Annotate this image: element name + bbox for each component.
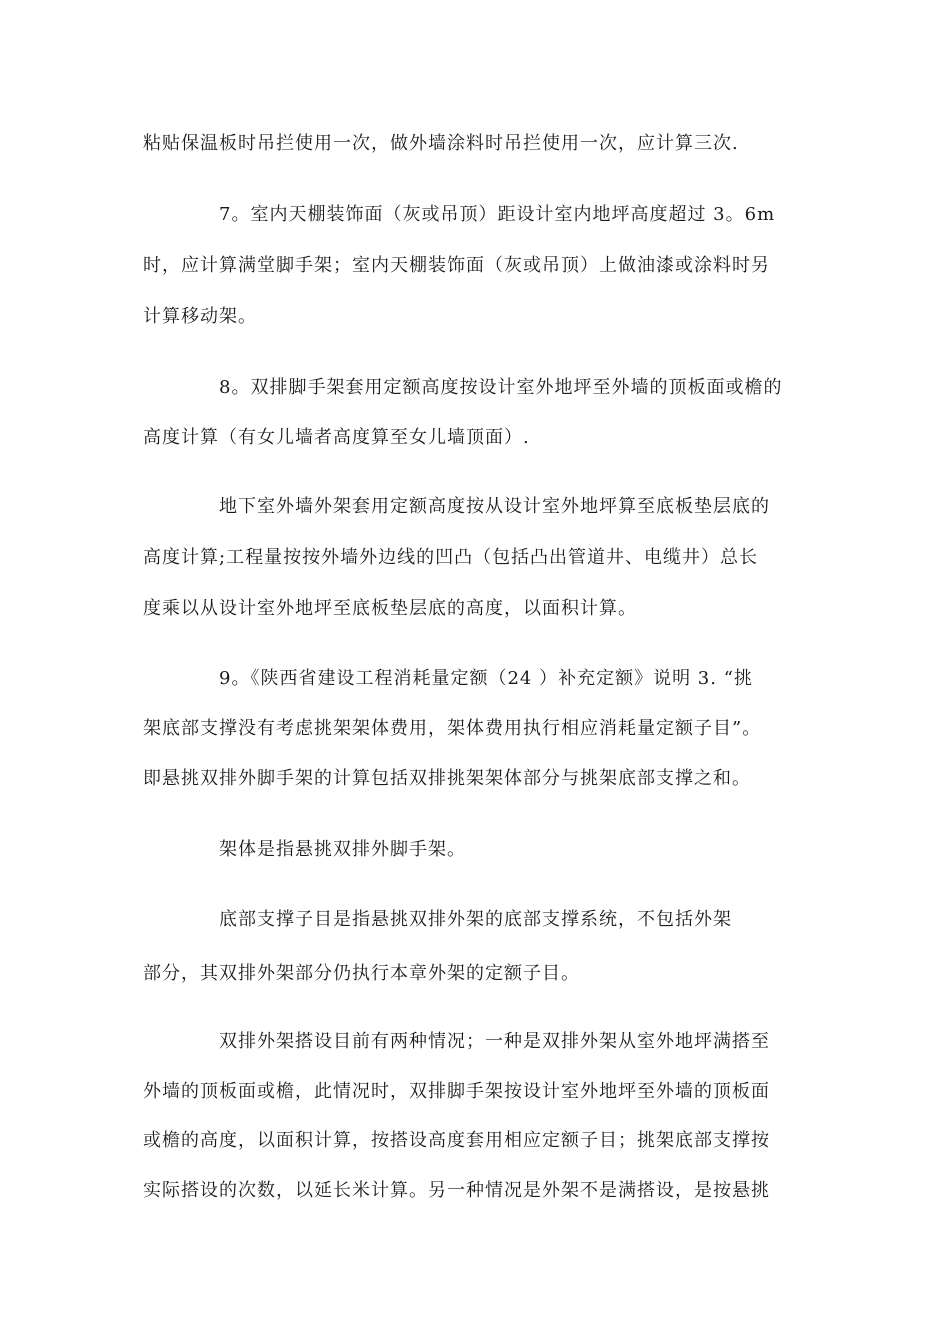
text-line: 架体是指悬挑双排外脚手架。 bbox=[219, 839, 466, 860]
text-line: 架底部支撑没有考虑挑架架体费用，架体费用执行相应消耗量定额子目”。 bbox=[143, 718, 762, 739]
text-line: 即悬挑双排外脚手架的计算包括双排挑架架体部分与挑架底部支撑之和。 bbox=[143, 768, 751, 789]
text-line: 双排外架搭设目前有两种情况；一种是双排外架从室外地坪满搭至 bbox=[219, 1031, 770, 1052]
text-line: 或檐的高度，以面积计算，按搭设高度套用相应定额子目；挑架底部支撑按 bbox=[143, 1130, 770, 1151]
text-line: 底部支撑子目是指悬挑双排外架的底部支撑系统，不包括外架 bbox=[219, 909, 732, 930]
text-line: 7。室内天棚装饰面（灰或吊顶）距设计室内地坪高度超过 3。6m bbox=[219, 204, 776, 225]
text-line: 时，应计算满堂脚手架；室内天棚装饰面（灰或吊顶）上做油漆或涂料时另 bbox=[143, 255, 770, 276]
text-line: 度乘以从设计室外地坪至底板垫层底的高度，以面积计算。 bbox=[143, 598, 637, 619]
text-line: 高度计算（有女儿墙者高度算至女儿墙顶面）. bbox=[143, 427, 530, 448]
text-line: 粘贴保温板时吊拦使用一次，做外墙涂料时吊拦使用一次，应计算三次. bbox=[143, 133, 739, 154]
text-line: 9。《陕西省建设工程消耗量定额（24 ）补充定额》说明 3. “挑 bbox=[219, 668, 753, 689]
text-line: 实际搭设的次数，以延长米计算。另一种情况是外架不是满搭设，是按悬挑 bbox=[143, 1180, 770, 1201]
text-line: 部分，其双排外架部分仍执行本章外架的定额子目。 bbox=[143, 963, 580, 984]
text-line: 外墙的顶板面或檐，此情况时，双排脚手架按设计室外地坪至外墙的顶板面 bbox=[143, 1081, 770, 1102]
text-line: 地下室外墙外架套用定额高度按从设计室外地坪算至底板垫层底的 bbox=[219, 496, 770, 517]
text-line: 8。双排脚手架套用定额高度按设计室外地坪至外墙的顶板面或檐的 bbox=[219, 377, 783, 398]
text-line: 高度计算;工程量按按外墙外边线的凹凸（包括凸出管道井、电缆井）总长 bbox=[143, 547, 759, 568]
text-line: 计算移动架。 bbox=[143, 306, 257, 327]
